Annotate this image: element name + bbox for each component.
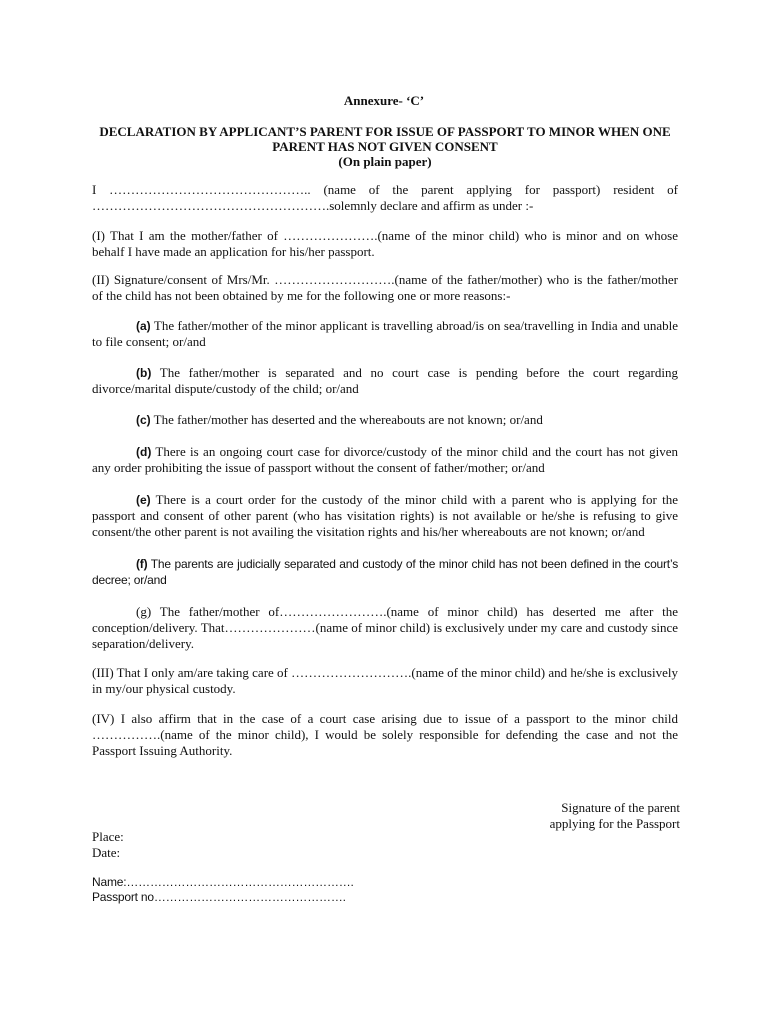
paragraph-ii: (II) Signature/consent of Mrs/Mr. ……………………….(name of the father/mother) who is the father/mother of the child has not been obtained by me for the following one or more reasons:- bbox=[92, 272, 678, 303]
reason-c-text: The father/mother has deserted and the whereabouts are not known; or/and bbox=[150, 412, 543, 427]
reason-a bbox=[92, 318, 678, 350]
signature-line-2: applying for the Passport bbox=[549, 816, 680, 831]
reason-f bbox=[92, 556, 678, 588]
title-line-2: PARENT HAS NOT GIVEN CONSENT bbox=[272, 139, 498, 154]
reason-a-text: The father/mother of the minor applicant is travelling abroad/is on sea/travelling in India and unable to file consent; or/and bbox=[92, 318, 678, 349]
annexure-label: Annexure- ‘C’ bbox=[343, 93, 425, 108]
reason-c-label: (c) bbox=[136, 413, 151, 427]
reason-d bbox=[92, 444, 678, 476]
document-title bbox=[92, 124, 678, 169]
intro-paragraph: I ……………………………………….. (name of the parent applying for passport) resident of ……………………………………………….solemnly declare and affirm as under :- bbox=[92, 182, 678, 213]
paragraph-iv: (IV) I also affirm that in the case of a court case arising due to issue of a passport to the minor child …………….(name of the minor child), I would be solely responsible for defending the case and not the Passport Issuing Authority. bbox=[92, 711, 678, 758]
reason-b-text: The father/mother is separated and no court case is pending before the court regarding divorce/marital dispute/custody of the child; or/and bbox=[92, 365, 678, 396]
reason-a-label: (a) bbox=[136, 319, 151, 333]
title-line-1: DECLARATION BY APPLICANT’S PARENT FOR ISSUE OF PASSPORT TO MINOR WHEN ONE bbox=[99, 124, 671, 139]
reason-e-label: (e) bbox=[136, 493, 151, 507]
reason-d-text: There is an ongoing court case for divorce/custody of the minor child and the court has not given any order prohibiting the issue of passport without the consent of father/mother; or/and bbox=[92, 444, 678, 475]
place-label: Place: bbox=[92, 829, 124, 844]
date-label: Date: bbox=[92, 845, 121, 860]
passport-number-field: Passport no…………………………………………. bbox=[92, 890, 346, 904]
reason-f-text: The parents are judicially separated and custody of the minor child has not been defined in the court’s decree; or/and bbox=[92, 557, 678, 587]
reason-e-text: There is a court order for the custody of the minor child with a parent who is applying for the passport and consent of other parent (who has visitation rights) is not available or he/she is refusing to give consent/the other parent is not availing the visitation rights and his/her whereabouts are not known; or/and bbox=[92, 492, 678, 539]
signature-block bbox=[500, 800, 680, 832]
reason-c bbox=[92, 412, 678, 428]
reason-g-label: (g) bbox=[136, 604, 152, 619]
paragraph-i: (I) That I am the mother/father of ………………….(name of the minor child) who is minor and on whose behalf I have made an application for his/her passport. bbox=[92, 228, 678, 259]
signature-line-1: Signature of the parent bbox=[561, 800, 680, 815]
reason-g-text: The father/mother of…………………….(name of minor child) has deserted me after the conception/delivery. That…………………(name of minor child) is exclusively under my care and custody since separation/delivery. bbox=[92, 604, 678, 651]
name-field: Name:…………………………………………………. bbox=[92, 875, 354, 889]
reason-b-label: (b) bbox=[136, 366, 152, 380]
reason-f-label: (f) bbox=[136, 557, 148, 571]
reason-b bbox=[92, 365, 678, 397]
reason-g bbox=[92, 604, 678, 652]
reason-e bbox=[92, 492, 678, 540]
document-subtitle: (On plain paper) bbox=[338, 154, 432, 169]
paragraph-iii: (III) That I only am/are taking care of ……………………….(name of the minor child) and he/she is exclusively in my/our physical custody. bbox=[92, 665, 678, 696]
reason-d-label: (d) bbox=[136, 445, 152, 459]
